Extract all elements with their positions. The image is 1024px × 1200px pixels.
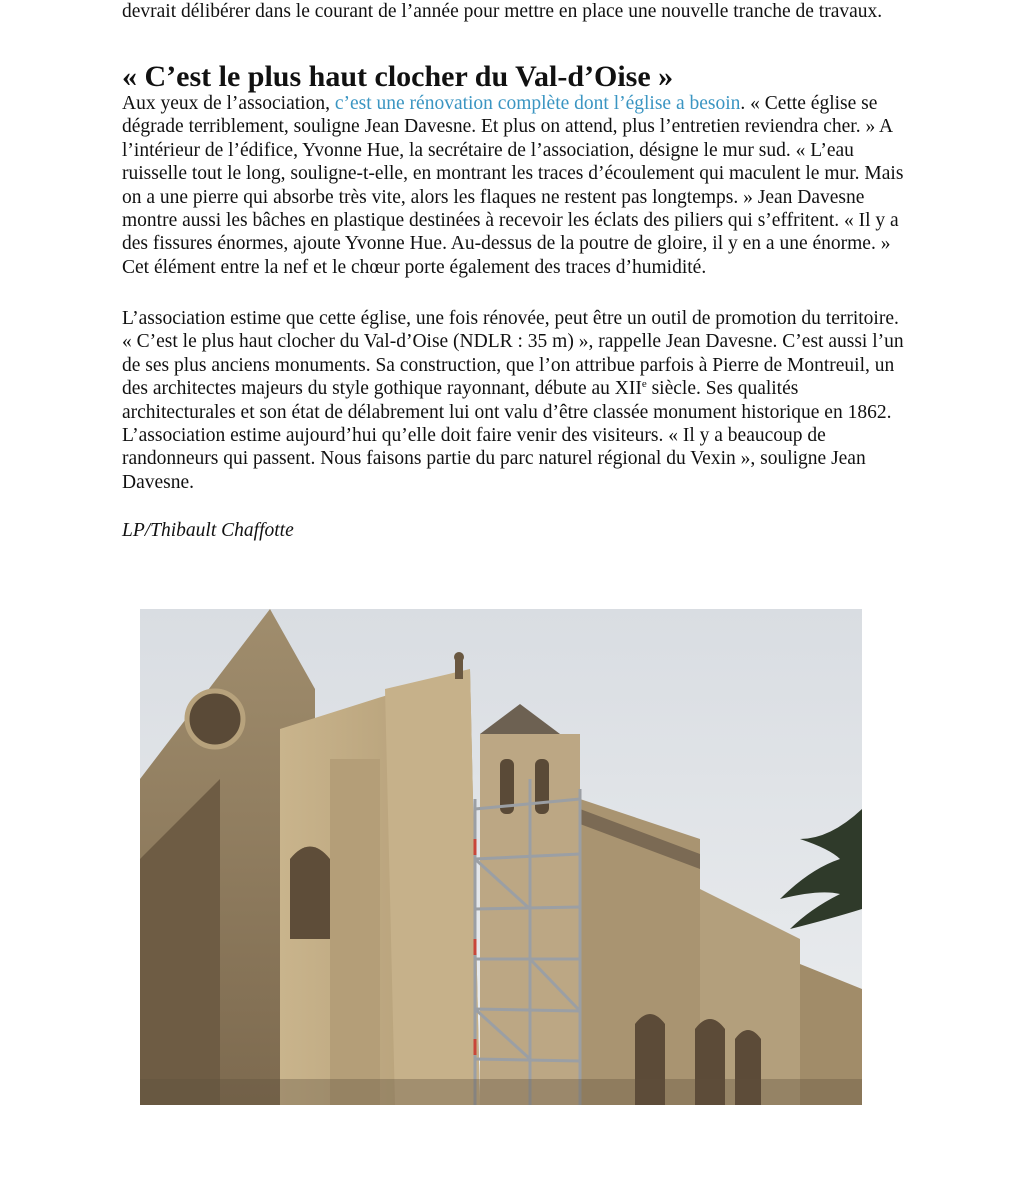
- paragraph-1: [122, 92, 912, 279]
- intro-paragraph: devrait délibérer dans le courant de l’année pour mettre en place une nouvelle tranche de travaux.: [122, 1, 883, 22]
- paragraph-1-body: . « Cette église se dégrade terriblement, souligne Jean Davesne. Et plus on attend, plus l’entretien reviendra cher. » A l’intérieur de l’édifice, Yvonne Hue, la secrétaire de l’association, désigne le mur sud. « L’eau ruisselle tout le long, souligne-t-elle, en montrant les traces d’écoulement qui maculent le mur. Mais on a une pierre qui absorbe très vite, alors les flaques ne restent pas longtemps. » Jean Davesne montre aussi les bâches en plastique destinées à recevoir les éclats des piliers qui s’effritent. « Il y a des fissures énormes, ajoute Yvonne Hue. Au-dessus de la poutre de gloire, il y en a une énorme. » Cet élément entre la nef et le chœur porte également des traces d’humidité.: [122, 93, 904, 278]
- century-ordinal: e: [641, 378, 647, 391]
- paragraph-1-prefix: Aux yeux de l’association,: [122, 93, 335, 114]
- lancet-window: [290, 847, 330, 940]
- paragraph-2-body-a: L’association estime que cette église, une fois rénovée, peut être un outil de promotion du territoire. « C’est le plus haut clocher du Val-d’Oise (NDLR : 35 m) », rappelle Jean Davesne. C’est aussi l’un de ses plus anciens monuments. Sa construction, que l’on attribue parfois à Pierre de Montreuil, un des architectes majeurs du style gothique rayonnant, débute au XII: [122, 308, 904, 400]
- renovation-link[interactable]: c’est une rénovation complète dont l’église a besoin: [334, 93, 741, 114]
- photo-credit: LP/Thibault Chaffotte: [122, 520, 294, 541]
- paragraph-2-body-b: siècle. Ses qualités architecturales et son état de délabrement lui ont valu d’être classée monument historique en 1862. L’association estime aujourd’hui qu’elle doit faire venir des visiteurs. « Il y a beaucoup de randonneurs qui passent. Nous faisons partie du parc naturel régional du Vexin », souligne Jean Davesne.: [122, 378, 892, 493]
- section-title: « C’est le plus haut clocher du Val-d’Oise »: [122, 60, 674, 93]
- church-photo: [140, 609, 862, 1105]
- rose-window: [187, 691, 243, 747]
- paragraph-2: [122, 307, 912, 494]
